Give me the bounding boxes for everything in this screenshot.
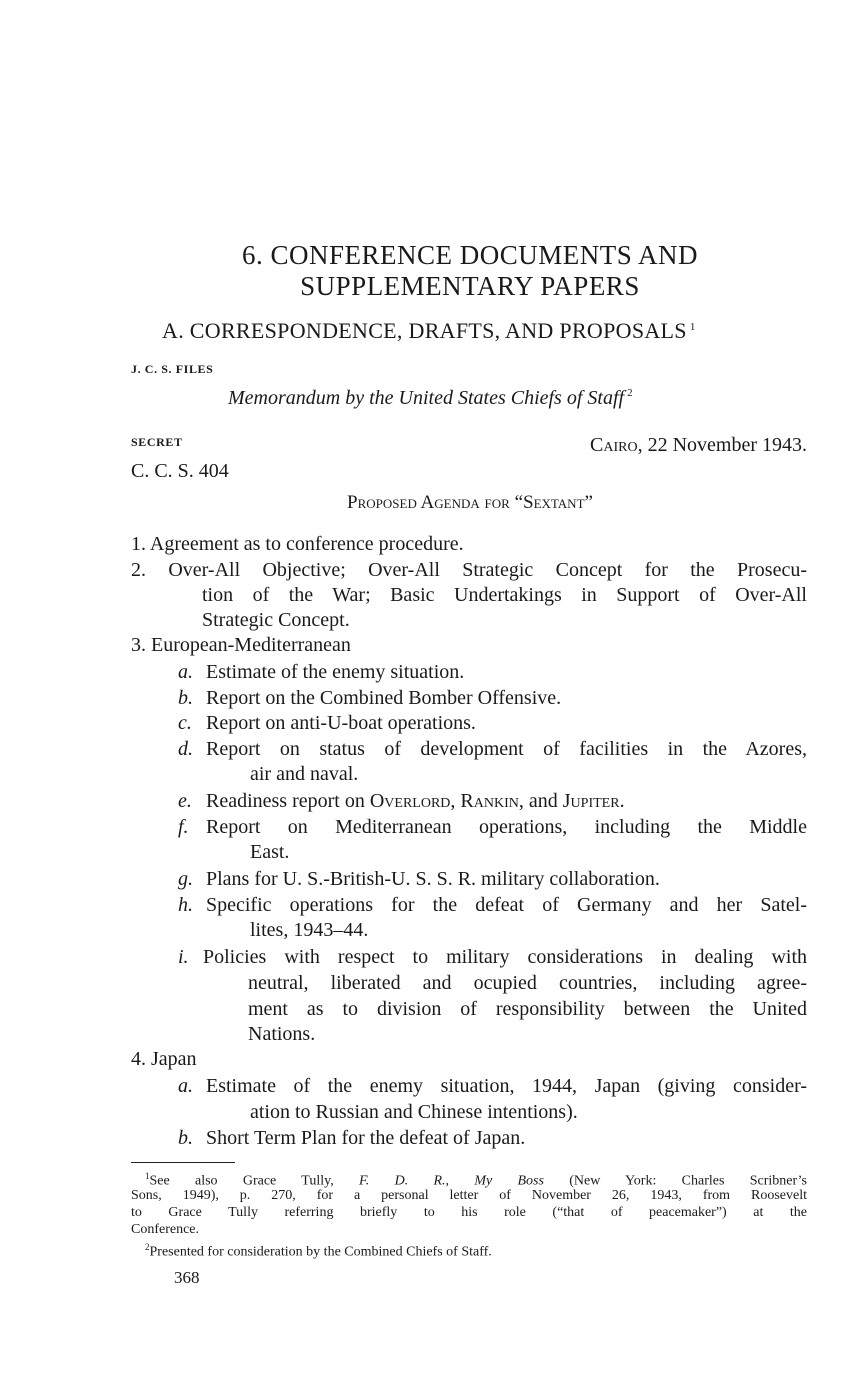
classification-label: SECRET	[131, 435, 183, 449]
footnote-ref-1: 1	[689, 320, 696, 333]
chapter-heading-line1: 6. CONFERENCE DOCUMENTS AND	[241, 240, 699, 270]
agenda-item-4: 4. Japan	[131, 1048, 197, 1070]
document-number: C. C. S. 404	[131, 460, 229, 482]
footnote-1-line4: Conference.	[131, 1222, 200, 1237]
footnote-ref-2: 2	[627, 387, 633, 400]
chapter-heading-line2: SUPPLEMENTARY PAPERS	[300, 271, 640, 301]
agenda-title-part1: Proposed Agenda for	[347, 492, 510, 513]
item-3e-text	[206, 790, 625, 813]
agenda-item-2-line2: tion of the War; Basic Undertakings in Support of Over-All	[202, 584, 807, 606]
item-3g-label: g.	[178, 868, 193, 890]
memo-title	[228, 387, 633, 410]
item-3i-label: i.	[178, 946, 189, 968]
footnote-1-book-title: F. D. R., My Boss	[359, 1173, 544, 1189]
footnote-1-line2: Sons, 1949), p. 270, for a personal letter of November 26, 1943, from Roosevelt	[131, 1188, 807, 1203]
item-3d-label: d.	[178, 738, 193, 760]
item-4a-label: a.	[178, 1075, 193, 1097]
operation-jupiter: Jupiter	[562, 790, 620, 812]
item-4b-label: b.	[178, 1127, 193, 1149]
footnote-1-post: (New York: Charles Scribner’s	[543, 1173, 807, 1189]
item-3e-label: e.	[178, 790, 192, 812]
item-3e-sep1: ,	[450, 790, 461, 812]
agenda-item-2-line1: 2. Over-All Objective; Over-All Strategic Concept for the Prosecu-	[131, 559, 807, 581]
item-4a-line2: ation to Russian and Chinese intentions).	[250, 1101, 578, 1123]
item-3i-line4: Nations.	[248, 1023, 316, 1045]
footnote-1-line1	[131, 1171, 807, 1190]
section-heading-text: A. CORRESPONDENCE, DRAFTS, AND PROPOSALS	[162, 318, 687, 343]
item-3i-line3: ment as to division of responsibility between the United	[248, 998, 807, 1020]
footnote-2	[145, 1242, 492, 1261]
agenda-item-3: 3. European-Mediterranean	[131, 634, 351, 656]
item-3a-label: a.	[178, 661, 193, 683]
item-3f-line1: Report on Mediterranean operations, including the Middle	[206, 816, 807, 838]
item-3e-end: .	[619, 790, 625, 812]
footnote-2-mark: 2	[145, 1242, 150, 1252]
footnote-divider	[131, 1162, 235, 1163]
operation-overlord: Overlord	[369, 790, 451, 812]
item-4a-line1: Estimate of the enemy situation, 1944, Japan (giving consider-	[206, 1075, 807, 1097]
item-3i-line2: neutral, liberated and ocupied countries, including agree-	[248, 972, 807, 994]
agenda-item-2-line3: Strategic Concept.	[202, 609, 350, 631]
item-3e-prefix: Readiness report on	[206, 790, 370, 812]
item-3h-line2: lites, 1943–44.	[250, 919, 369, 941]
dateline-place: Cairo	[590, 434, 638, 456]
item-3c-label: c.	[178, 712, 192, 734]
item-3c-text: Report on anti-U-boat operations.	[206, 712, 476, 734]
agenda-title	[0, 492, 850, 514]
item-3g-text: Plans for U. S.-British-U. S. S. R. military collaboration.	[206, 868, 660, 890]
item-3f-line2: East.	[250, 841, 290, 863]
page-number: 368	[174, 1268, 200, 1287]
item-3d-line1: Report on status of development of facilities in the Azores,	[206, 738, 807, 760]
agenda-title-part2: “Sextant”	[514, 492, 593, 513]
dateline	[590, 434, 807, 457]
footnote-1-line3: to Grace Tully referring briefly to his role (“that of peacemaker”) at the	[131, 1205, 807, 1220]
item-3h-label: h.	[178, 894, 193, 916]
dateline-date: , 22 November 1943.	[637, 434, 807, 456]
item-3b-text: Report on the Combined Bomber Offensive.	[206, 687, 562, 709]
footnote-1-indent	[131, 1174, 145, 1189]
item-3a-text: Estimate of the enemy situation.	[206, 661, 465, 683]
item-3i-line1: Policies with respect to military considerations in dealing with	[203, 946, 807, 968]
item-3b-label: b.	[178, 687, 193, 709]
memo-title-text: Memorandum by the United States Chiefs of Staff	[228, 387, 625, 409]
item-3f-label: f.	[178, 816, 189, 838]
item-3e-sep2: , and	[518, 790, 563, 812]
footnote-1-pre: See also Grace Tully,	[149, 1173, 360, 1189]
item-3h-line1: Specific operations for the defeat of Germany and her Satel-	[206, 894, 807, 916]
item-4b-text: Short Term Plan for the defeat of Japan.	[206, 1127, 526, 1149]
agenda-item-1: 1. Agreement as to conference procedure.	[131, 533, 464, 555]
footnote-2-text: Presented for consideration by the Combined Chiefs of Staff.	[149, 1244, 492, 1260]
item-3d-line2: air and naval.	[250, 763, 359, 785]
section-heading	[162, 318, 696, 344]
operation-rankin: Rankin	[460, 790, 519, 812]
source-label: J. C. S. FILES	[131, 362, 214, 376]
footnote-1-mark: 1	[145, 1171, 150, 1181]
